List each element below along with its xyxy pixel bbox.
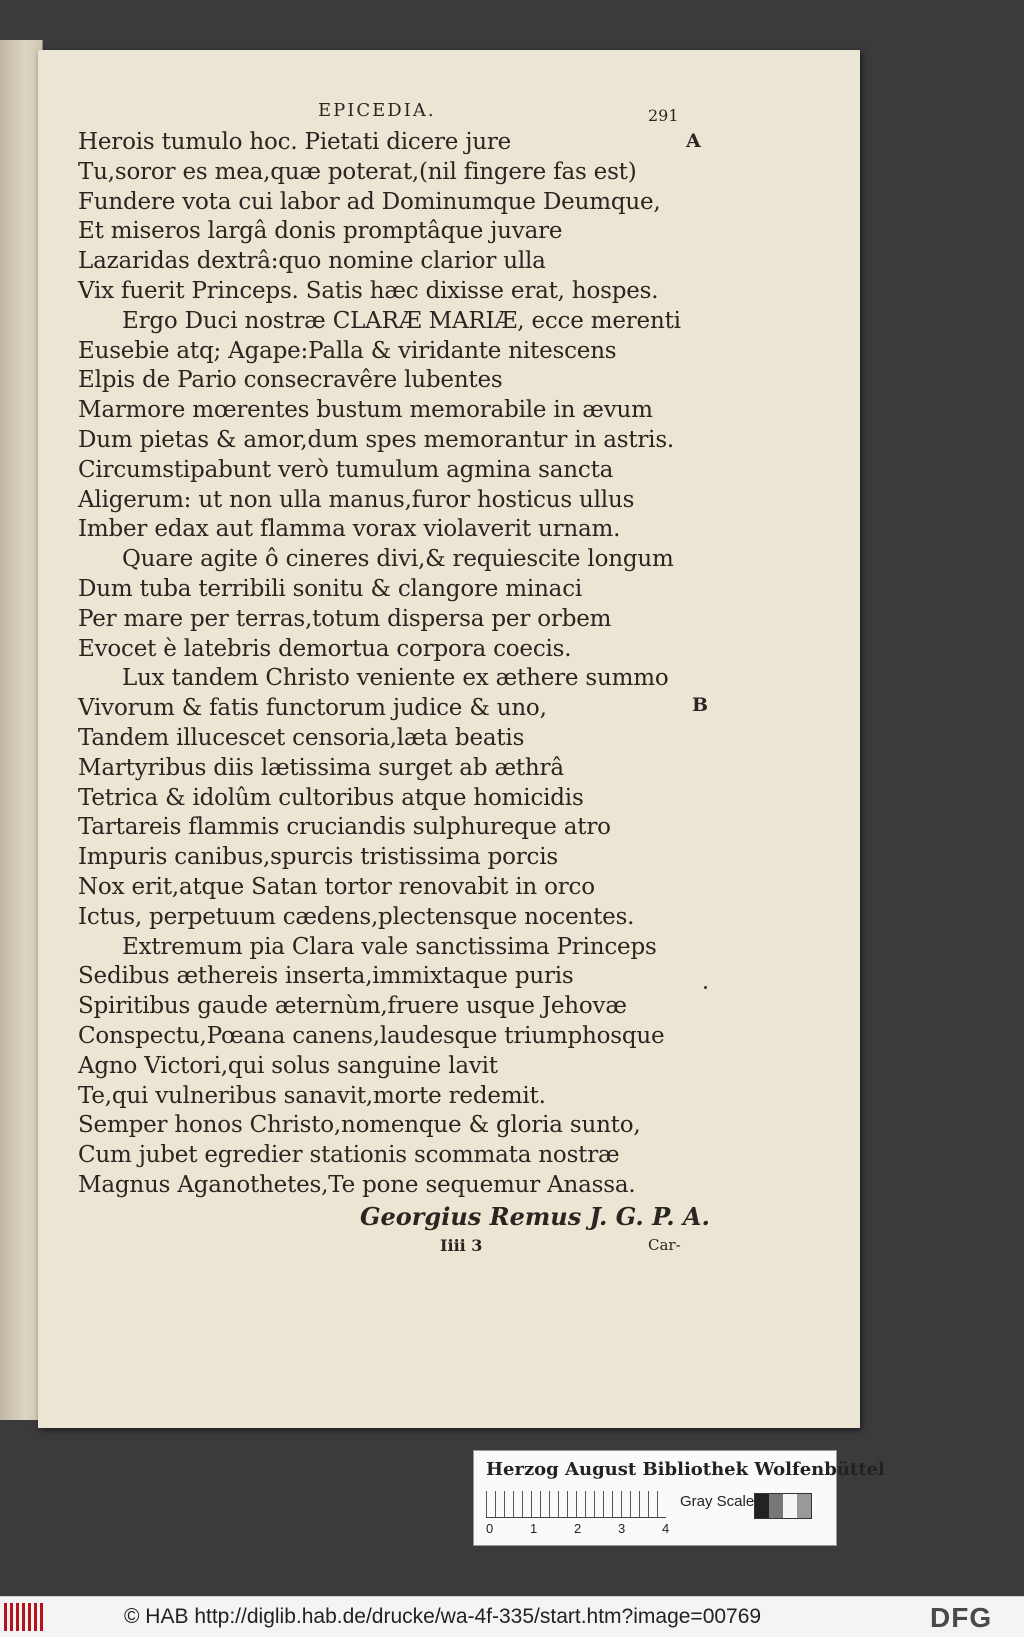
signature-mark: Iiii 3 [440,1236,483,1255]
poem-line: Impuris canibus,spurcis tristissima porcis [78,844,558,871]
poem-line: Quare agite ô cineres divi,& requiescite longum [122,546,674,573]
poem-line: Eusebie atq; Agape:Palla & viridante nitescens [78,337,617,364]
poem-line: Elpis de Pario consecravêre lubentes [78,367,503,394]
ruler-number: 4 [662,1521,670,1536]
footer-copyright-link[interactable]: © HAB http://diglib.hab.de/drucke/wa-4f-335/start.htm?image=00769 [124,1605,762,1628]
ink-speck [704,986,707,989]
poem-line: Conspectu,Pœana canens,laudesque triumphosque [78,1022,665,1049]
poem-line: Cum jubet egredier stationis scommata nostræ [78,1142,620,1169]
ruler-number: 0 [486,1521,494,1536]
poem-line: Magnus Aganothetes,Te pone sequemur Anassa. [78,1171,636,1198]
poem-line: Evocet è latebris demortua corpora coecis. [78,635,572,662]
author-signature: Georgius Remus J. G. P. A. [360,1202,710,1231]
poem-line: Tartareis flammis cruciandis sulphureque atro [78,814,611,841]
poem-line: Te,qui vulneribus sanavit,morte redemit. [78,1082,546,1109]
poem-line: Circumstipabunt verò tumulum agmina sancta [78,456,614,483]
library-name: Herzog August Bibliothek Wolfenbüttel [486,1459,885,1480]
poem-line: Ergo Duci nostræ CLARÆ MARIÆ, ecce merenti [122,307,681,334]
poem-line: Ictus, perpetuum cædens,plectensque nocentes. [78,903,635,930]
poem-line: Marmore mœrentes bustum memorabile in ævum [78,397,653,424]
poem-line: Spiritibus gaude æternùm,fruere usque Jehovæ [78,993,627,1020]
poem-line: Tu,soror es mea,quæ poterat,(nil fingere fas est) [78,158,637,185]
poem-line: Extremum pia Clara vale sanctissima Princeps [122,933,657,960]
poem-line: Semper honos Christo,nomenque & gloria sunto, [78,1112,641,1139]
poem-line: Imber edax aut flamma vorax violaverit urnam. [78,516,621,543]
poem-line: Fundere vota cui labor ad Dominumque Deumque, [78,188,661,215]
poem-line: Herois tumulo hoc. Pietati dicere jure [78,129,512,155]
poem-line: Lux tandem Christo veniente ex æthere summo [122,665,669,692]
poem-line: Vivorum & fatis functorum judice & uno, [78,695,547,722]
facing-page-edge [0,40,43,1420]
gray-scale-label: Gray Scale [680,1493,755,1510]
page-number: 291 [648,106,679,125]
poem-line: Aligerum: ut non ulla manus,furor hosticus ullus [78,486,635,513]
poem-line: Dum tuba terribili sonitu & clangore minaci [78,575,583,602]
ruler-number: 1 [530,1521,538,1536]
poem-line: Martyribus diis lætissima surget ab æthrâ [78,754,564,781]
poem-line: Nox erit,atque Satan tortor renovabit in orco [78,873,595,900]
ruler-number: 3 [618,1521,626,1536]
poem-text [78,128,688,1201]
poem-line: Agno Victori,qui solus sanguine lavit [78,1052,498,1079]
gray-scale-swatch [754,1493,812,1519]
catchword: Car- [648,1236,681,1254]
ruler-scale [486,1491,666,1518]
poem-line: Lazaridas dextrâ:quo nomine clarior ulla [78,248,546,275]
poem-line: Sedibus æthereis inserta,immixtaque puris [78,963,574,990]
dfg-logo: DFG [930,1602,993,1633]
poem-line: Per mare per terras,totum dispersa per orbem [78,605,612,632]
poem-line: Tandem illucescet censoria,læta beatis [78,724,525,751]
poem-line: Et miseros largâ donis promptâque juvare [78,218,563,245]
footer-bar [0,1596,1024,1637]
margin-letter-a: A [686,130,701,152]
hab-logo-icon [4,1603,46,1631]
poem-line: Tetrica & idolûm cultoribus atque homicidis [78,784,584,811]
library-label [473,1450,885,1546]
ruler-number: 2 [574,1521,582,1536]
running-head: EPICEDIA. [318,100,436,121]
margin-letter-b: B [692,694,709,716]
poem-line: Dum pietas & amor,dum spes memorantur in astris. [78,426,675,453]
poem-line: Vix fuerit Princeps. Satis hæc dixisse erat, hospes. [78,277,659,304]
